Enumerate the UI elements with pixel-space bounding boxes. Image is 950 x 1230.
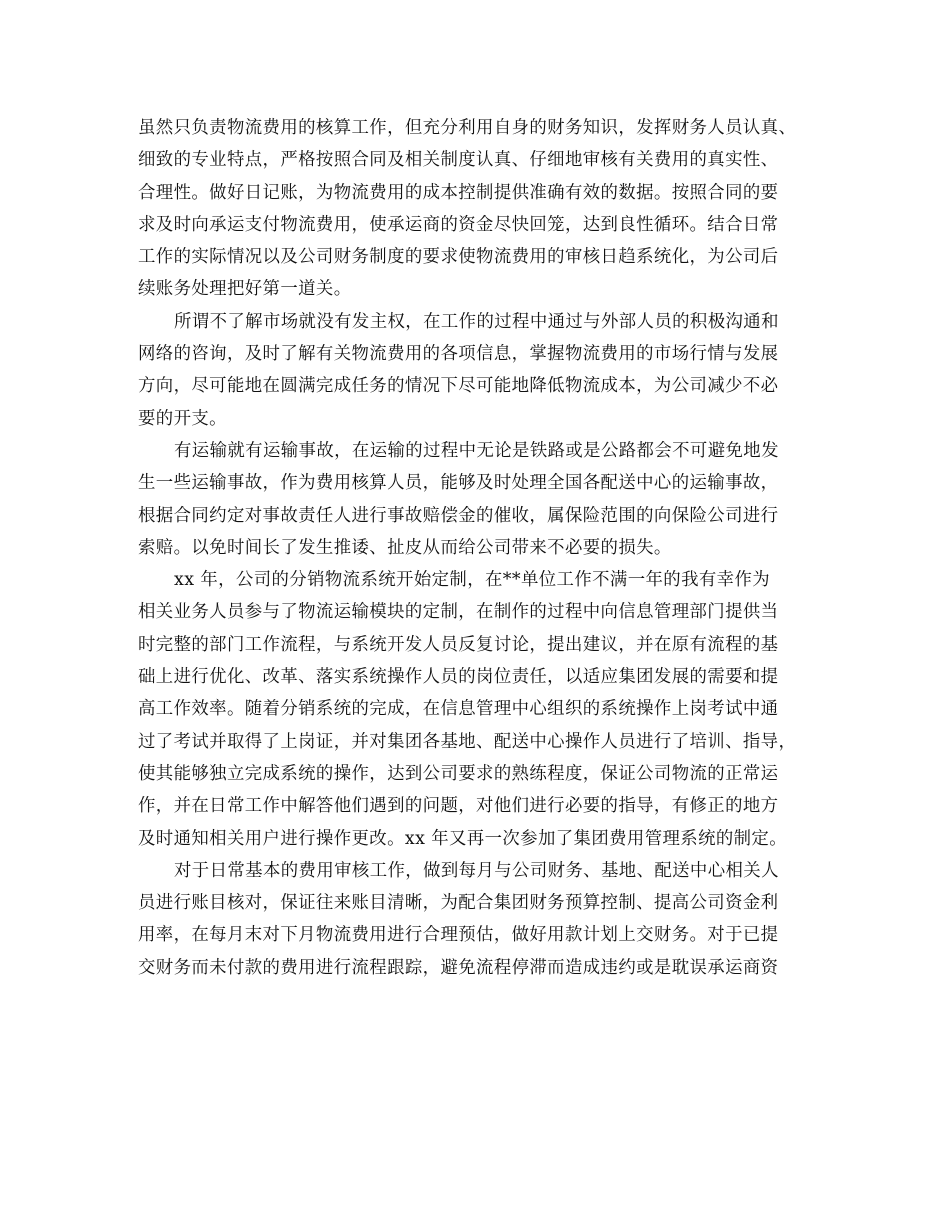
text-line: 交财务而未付款的费用进行流程跟踪，避免流程停滞而造成违约或是耽误承运商资 (138, 957, 779, 978)
text-line: 用率，在每月末对下月物流费用进行合理预估，做好用款计划上交财务。对于已提 (138, 925, 779, 946)
paragraph-1 (138, 112, 828, 306)
text-line: 高工作效率。随着分销系统的完成，在信息管理中心组织的系统操作上岗考试中通 (138, 699, 779, 720)
text-line: 使其能够独立完成系统的操作，达到公司要求的熟练程度，保证公司物流的正常运 (138, 763, 779, 784)
text-line: 方向，尽可能地在圆满完成任务的情况下尽可能地降低物流成本，为公司减少不必 (138, 376, 779, 397)
text-line: 础上进行优化、改革、落实系统操作人员的岗位责任，以适应集团发展的需要和提 (138, 667, 779, 688)
text-line: 有运输就有运输事故，在运输的过程中无论是铁路或是公路都会不可避免地发 (174, 440, 779, 461)
text-line: 相关业务人员参与了物流运输模块的定制，在制作的过程中向信息管理部门提供当 (138, 602, 779, 623)
text-line: 作，并在日常工作中解答他们遇到的问题，对他们进行必要的指导，有修正的地方 (138, 796, 779, 817)
text-line: 网络的咨询，及时了解有关物流费用的各项信息，掌握物流费用的市场行情与发展 (138, 344, 779, 365)
document-body (138, 112, 828, 984)
text-line: 细致的专业特点，严格按照合同及相关制度认真、仔细地审核有关费用的真实性、 (138, 150, 779, 171)
paragraph-4 (138, 564, 828, 855)
text-line: 生一些运输事故，作为费用核算人员，能够及时处理全国各配送中心的运输事故， (138, 473, 779, 494)
paragraph-5 (138, 855, 828, 984)
text-line: 求及时向承运支付物流费用，使承运商的资金尽快回笼，达到良性循环。结合日常 (138, 214, 779, 235)
text-line: 所谓不了解市场就没有发主权，在工作的过程中通过与外部人员的积极沟通和 (174, 311, 779, 332)
text-line: 索赔。以免时间长了发生推诿、扯皮从而给公司带来不必要的损失。 (138, 537, 672, 558)
text-line: 要的开支。 (138, 408, 227, 429)
text-line: 时完整的部门工作流程，与系统开发人员反复讨论，提出建议，并在原有流程的基 (138, 634, 779, 655)
text-line: 合理性。做好日记账，为物流费用的成本控制提供准确有效的数据。按照合同的要 (138, 182, 779, 203)
text-line: 及时通知相关用户进行操作更改。xx 年又再一次参加了集团费用管理系统的制定。 (138, 828, 788, 849)
paragraph-3 (138, 435, 828, 564)
text-line: 工作的实际情况以及公司财务制度的要求使物流费用的审核日趋系统化，为公司后 (138, 247, 779, 268)
text-line: 续账务处理把好第一道关。 (138, 279, 352, 300)
text-line: 虽然只负责物流费用的核算工作，但充分利用自身的财务知识，发挥财务人员认真、 (138, 118, 797, 138)
text-line: 员进行账目核对，保证往来账目清晰，为配合集团财务预算控制、提高公司资金利 (138, 893, 779, 914)
text-line: xx 年，公司的分销物流系统开始定制，在**单位工作不满一年的我有幸作为 (174, 570, 771, 591)
text-line: 过了考试并取得了上岗证，并对集团各基地、配送中心操作人员进行了培训、指导， (138, 731, 797, 752)
paragraph-2 (138, 306, 828, 435)
text-line: 根据合同约定对事故责任人进行事故赔偿金的催收，属保险范围的向保险公司进行 (138, 505, 779, 526)
text-line: 对于日常基本的费用审核工作，做到每月与公司财务、基地、配送中心相关人 (174, 860, 779, 881)
